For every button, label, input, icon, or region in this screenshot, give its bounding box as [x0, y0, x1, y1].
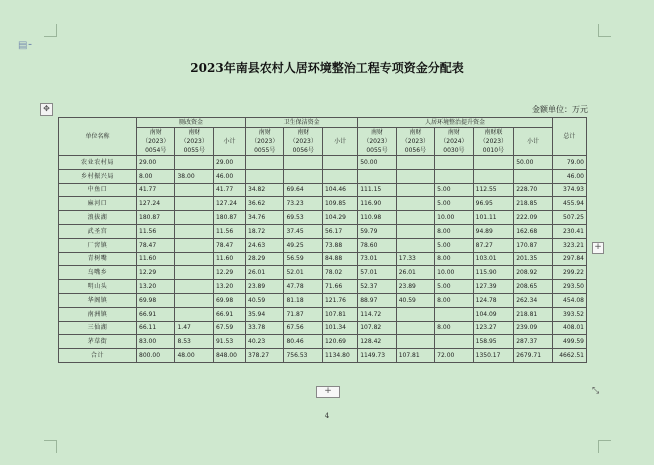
- table-cell: 104.09: [473, 307, 514, 321]
- table-cell: 756.53: [284, 349, 322, 363]
- table-cell: 104.29: [322, 211, 357, 225]
- header-sub-9: 南财联（2023）0010号: [473, 128, 514, 156]
- table-cell: 507.25: [552, 211, 586, 225]
- page-title: 2023年南县农村人居环境整治工程专项资金分配表: [190, 61, 464, 75]
- table-cell: [175, 211, 213, 225]
- table-cell: 73.88: [322, 238, 357, 252]
- table-cell: 84.88: [322, 252, 357, 266]
- table-total-row: [59, 349, 587, 363]
- table-cell: 239.09: [514, 321, 552, 335]
- table-cell: 29.00: [213, 156, 245, 170]
- table-cell: [322, 156, 357, 170]
- table-cell: 293.50: [552, 280, 586, 294]
- table-row: [59, 307, 587, 321]
- table-cell: 52.37: [358, 280, 396, 294]
- table-cell: 297.84: [552, 252, 586, 266]
- table-cell: 218.85: [514, 197, 552, 211]
- table-cell: 78.60: [358, 238, 396, 252]
- table-cell: 408.01: [552, 321, 586, 335]
- table-cell: 123.27: [473, 321, 514, 335]
- table-cell: 46.00: [552, 169, 586, 183]
- row-unit-name: 茅草街: [59, 335, 137, 349]
- table-cell: 52.01: [284, 266, 322, 280]
- page-corner-mark: [598, 24, 611, 37]
- table-move-handle-icon[interactable]: ✥: [40, 103, 53, 116]
- table-cell: 66.91: [213, 307, 245, 321]
- table-cell: 124.78: [473, 293, 514, 307]
- table-cell: [175, 197, 213, 211]
- table-cell: 299.22: [552, 266, 586, 280]
- table-cell: 11.56: [137, 224, 175, 238]
- table-cell: 23.89: [246, 280, 284, 294]
- table-cell: 5.00: [435, 183, 473, 197]
- table-cell: [396, 321, 434, 335]
- table-cell: 17.33: [396, 252, 434, 266]
- row-unit-name: 中鱼口: [59, 183, 137, 197]
- table-cell: 50.00: [358, 156, 396, 170]
- table-cell: 41.77: [213, 183, 245, 197]
- table-cell: 4662.51: [552, 349, 586, 363]
- page-corner-mark: [598, 440, 611, 453]
- table-cell: 127.39: [473, 280, 514, 294]
- table-cell: 170.87: [514, 238, 552, 252]
- table-cell: 121.76: [322, 293, 357, 307]
- table-cell: 1134.80: [322, 349, 357, 363]
- document-options-icon[interactable]: ▤⁃: [18, 40, 33, 51]
- table-cell: 1350.17: [473, 349, 514, 363]
- table-row: [59, 266, 587, 280]
- table-row: [59, 156, 587, 170]
- table-cell: 116.90: [358, 197, 396, 211]
- table-row: [59, 169, 587, 183]
- table-cell: 56.17: [322, 224, 357, 238]
- table-cell: 11.60: [137, 252, 175, 266]
- table-cell: 69.64: [284, 183, 322, 197]
- row-unit-name: 三仙湖: [59, 321, 137, 335]
- table-cell: 13.20: [137, 280, 175, 294]
- table-cell: 71.66: [322, 280, 357, 294]
- table-cell: [246, 156, 284, 170]
- page-number: 4: [324, 412, 330, 420]
- add-row-button[interactable]: +: [316, 386, 340, 398]
- table-cell: 5.00: [435, 197, 473, 211]
- header-sub-3: 南财（2023）0055号: [246, 128, 284, 156]
- table-cell: [396, 211, 434, 225]
- table-row: [59, 211, 587, 225]
- table-cell: 80.46: [284, 335, 322, 349]
- table-cell: 12.29: [213, 266, 245, 280]
- table-cell: [322, 169, 357, 183]
- header-unit-name: 单位名称: [59, 118, 137, 156]
- table-cell: 111.15: [358, 183, 396, 197]
- table-row: [59, 197, 587, 211]
- table-cell: 96.95: [473, 197, 514, 211]
- table-cell: 13.20: [213, 280, 245, 294]
- table-resize-icon[interactable]: ⤡: [592, 386, 600, 396]
- table-cell: 33.78: [246, 321, 284, 335]
- table-cell: 59.79: [358, 224, 396, 238]
- table-cell: 94.89: [473, 224, 514, 238]
- row-unit-name: 合计: [59, 349, 137, 363]
- table-cell: 499.59: [552, 335, 586, 349]
- table-cell: 23.89: [396, 280, 434, 294]
- table-cell: 78.47: [213, 238, 245, 252]
- table-cell: 11.56: [213, 224, 245, 238]
- table-cell: 78.02: [322, 266, 357, 280]
- table-cell: 8.00: [435, 321, 473, 335]
- table-cell: 66.91: [137, 307, 175, 321]
- table-cell: 73.01: [358, 252, 396, 266]
- table-cell: [175, 266, 213, 280]
- table-cell: 8.00: [435, 224, 473, 238]
- table-cell: 41.77: [137, 183, 175, 197]
- table-cell: 12.29: [137, 266, 175, 280]
- header-group-sanitation: 卫生保洁资金: [246, 118, 358, 128]
- table-cell: 73.23: [284, 197, 322, 211]
- table-cell: 78.47: [137, 238, 175, 252]
- table-cell: 26.01: [246, 266, 284, 280]
- table-cell: 11.60: [213, 252, 245, 266]
- table-cell: [175, 183, 213, 197]
- table-cell: 66.11: [137, 321, 175, 335]
- table-cell: [396, 169, 434, 183]
- table-cell: 10.00: [435, 211, 473, 225]
- table-cell: 40.59: [396, 293, 434, 307]
- table-cell: 57.01: [358, 266, 396, 280]
- table-cell: 24.63: [246, 238, 284, 252]
- table-cell: [514, 169, 552, 183]
- table-cell: [175, 307, 213, 321]
- table-cell: 8.00: [435, 252, 473, 266]
- row-unit-name: 明山头: [59, 280, 137, 294]
- table-cell: 87.27: [473, 238, 514, 252]
- table-cell: 26.01: [396, 266, 434, 280]
- table-row: [59, 335, 587, 349]
- table-cell: [396, 224, 434, 238]
- row-unit-name: 南洲镇: [59, 307, 137, 321]
- table-row: [59, 280, 587, 294]
- table-cell: 101.11: [473, 211, 514, 225]
- table-row: [59, 321, 587, 335]
- table-cell: 18.72: [246, 224, 284, 238]
- table-row: [59, 183, 587, 197]
- table-cell: 208.65: [514, 280, 552, 294]
- table-cell: 287.37: [514, 335, 552, 349]
- table-cell: 8.53: [175, 335, 213, 349]
- table-cell: [175, 252, 213, 266]
- table-cell: 69.98: [137, 293, 175, 307]
- add-column-button[interactable]: +: [592, 242, 604, 254]
- table-cell: 848.00: [213, 349, 245, 363]
- table-cell: [396, 156, 434, 170]
- table-cell: [435, 335, 473, 349]
- table-cell: 104.46: [322, 183, 357, 197]
- table-cell: [358, 169, 396, 183]
- table-cell: [175, 238, 213, 252]
- table-cell: [246, 169, 284, 183]
- table-cell: 107.81: [396, 349, 434, 363]
- table-cell: 50.00: [514, 156, 552, 170]
- table-cell: [175, 293, 213, 307]
- table-cell: 180.87: [137, 211, 175, 225]
- header-sub-6: 南财（2023）0055号: [358, 128, 396, 156]
- table-cell: 47.78: [284, 280, 322, 294]
- table-cell: 101.34: [322, 321, 357, 335]
- table-row: [59, 224, 587, 238]
- table-cell: 222.09: [514, 211, 552, 225]
- table-cell: 162.68: [514, 224, 552, 238]
- header-sub-2: 小计: [213, 128, 245, 156]
- header-total: 总计: [552, 118, 586, 156]
- table-cell: [396, 197, 434, 211]
- table-cell: 323.21: [552, 238, 586, 252]
- table-cell: 1.47: [175, 321, 213, 335]
- table-cell: [435, 156, 473, 170]
- table-cell: 455.94: [552, 197, 586, 211]
- table-cell: 40.23: [246, 335, 284, 349]
- table-cell: [473, 169, 514, 183]
- table-cell: [396, 238, 434, 252]
- table-cell: 35.94: [246, 307, 284, 321]
- table-cell: 115.90: [473, 266, 514, 280]
- table-cell: 56.59: [284, 252, 322, 266]
- table-cell: 8.00: [137, 169, 175, 183]
- table-cell: 38.00: [175, 169, 213, 183]
- table-cell: [396, 183, 434, 197]
- table-cell: [175, 280, 213, 294]
- table-cell: 37.45: [284, 224, 322, 238]
- table-cell: 208.92: [514, 266, 552, 280]
- table-cell: 127.24: [137, 197, 175, 211]
- table-cell: 393.52: [552, 307, 586, 321]
- table-cell: 112.55: [473, 183, 514, 197]
- header-group-toilet: 厕改资金: [137, 118, 246, 128]
- table-cell: 83.00: [137, 335, 175, 349]
- table-cell: 158.95: [473, 335, 514, 349]
- header-sub-5: 小计: [322, 128, 357, 156]
- table-cell: 88.97: [358, 293, 396, 307]
- row-unit-name: 武圣宫: [59, 224, 137, 238]
- table-cell: 374.93: [552, 183, 586, 197]
- table-cell: 8.00: [435, 293, 473, 307]
- table-cell: 67.56: [284, 321, 322, 335]
- header-sub-10: 小计: [514, 128, 552, 156]
- table-cell: 40.59: [246, 293, 284, 307]
- row-unit-name: 浪拔湖: [59, 211, 137, 225]
- header-sub-7: 南财（2023）0056号: [396, 128, 434, 156]
- table-cell: [396, 307, 434, 321]
- table-cell: 180.87: [213, 211, 245, 225]
- table-cell: 81.18: [284, 293, 322, 307]
- table-cell: 10.00: [435, 266, 473, 280]
- table-cell: 69.98: [213, 293, 245, 307]
- row-unit-name: 华阁镇: [59, 293, 137, 307]
- table-cell: 67.59: [213, 321, 245, 335]
- table-cell: [435, 169, 473, 183]
- table-cell: 72.00: [435, 349, 473, 363]
- table-cell: 127.24: [213, 197, 245, 211]
- table-cell: 107.82: [358, 321, 396, 335]
- table-cell: 109.85: [322, 197, 357, 211]
- table-cell: 800.00: [137, 349, 175, 363]
- table-cell: 218.81: [514, 307, 552, 321]
- table-cell: 1149.73: [358, 349, 396, 363]
- table-cell: 2679.71: [514, 349, 552, 363]
- page-corner-mark: [44, 24, 57, 37]
- allocation-table: [58, 117, 587, 363]
- table-cell: [284, 156, 322, 170]
- page-corner-mark: [44, 440, 57, 453]
- table-cell: [175, 156, 213, 170]
- table-cell: 103.01: [473, 252, 514, 266]
- table-cell: 201.35: [514, 252, 552, 266]
- table-cell: 230.41: [552, 224, 586, 238]
- table-cell: [175, 224, 213, 238]
- table-cell: [435, 307, 473, 321]
- row-unit-name: 麻河口: [59, 197, 137, 211]
- table-cell: 36.62: [246, 197, 284, 211]
- table-cell: 5.00: [435, 238, 473, 252]
- table-cell: 91.53: [213, 335, 245, 349]
- header-sub-4: 南财（2023）0056号: [284, 128, 322, 156]
- table-cell: 28.29: [246, 252, 284, 266]
- row-unit-name: 乌嘴乡: [59, 266, 137, 280]
- table-cell: 5.00: [435, 280, 473, 294]
- table-cell: 49.25: [284, 238, 322, 252]
- table-row: [59, 293, 587, 307]
- table-cell: 107.81: [322, 307, 357, 321]
- header-group-environment: 人居环境整治提升资金: [358, 118, 553, 128]
- table-cell: 71.87: [284, 307, 322, 321]
- table-cell: 110.98: [358, 211, 396, 225]
- table-cell: [396, 335, 434, 349]
- table-cell: 228.70: [514, 183, 552, 197]
- table-cell: 128.42: [358, 335, 396, 349]
- table-cell: 46.00: [213, 169, 245, 183]
- table-cell: 48.00: [175, 349, 213, 363]
- table-cell: 34.82: [246, 183, 284, 197]
- table-cell: 34.76: [246, 211, 284, 225]
- table-cell: 114.72: [358, 307, 396, 321]
- table-cell: [284, 169, 322, 183]
- row-unit-name: 青树嘴: [59, 252, 137, 266]
- header-sub-0: 南财（2023）0054号: [137, 128, 175, 156]
- table-row: [59, 238, 587, 252]
- table-cell: 378.27: [246, 349, 284, 363]
- unit-label: 金额单位：万元: [532, 105, 588, 114]
- table-cell: 120.69: [322, 335, 357, 349]
- table-cell: 262.34: [514, 293, 552, 307]
- row-unit-name: 乡村振兴局: [59, 169, 137, 183]
- header-sub-8: 南财（2024）0030号: [435, 128, 473, 156]
- row-unit-name: 农业农村局: [59, 156, 137, 170]
- row-unit-name: 厂窖镇: [59, 238, 137, 252]
- table-cell: 29.00: [137, 156, 175, 170]
- table-cell: 454.08: [552, 293, 586, 307]
- table-row: [59, 252, 587, 266]
- table-cell: [473, 156, 514, 170]
- table-cell: 79.00: [552, 156, 586, 170]
- header-sub-1: 南财（2023）0055号: [175, 128, 213, 156]
- table-cell: 69.53: [284, 211, 322, 225]
